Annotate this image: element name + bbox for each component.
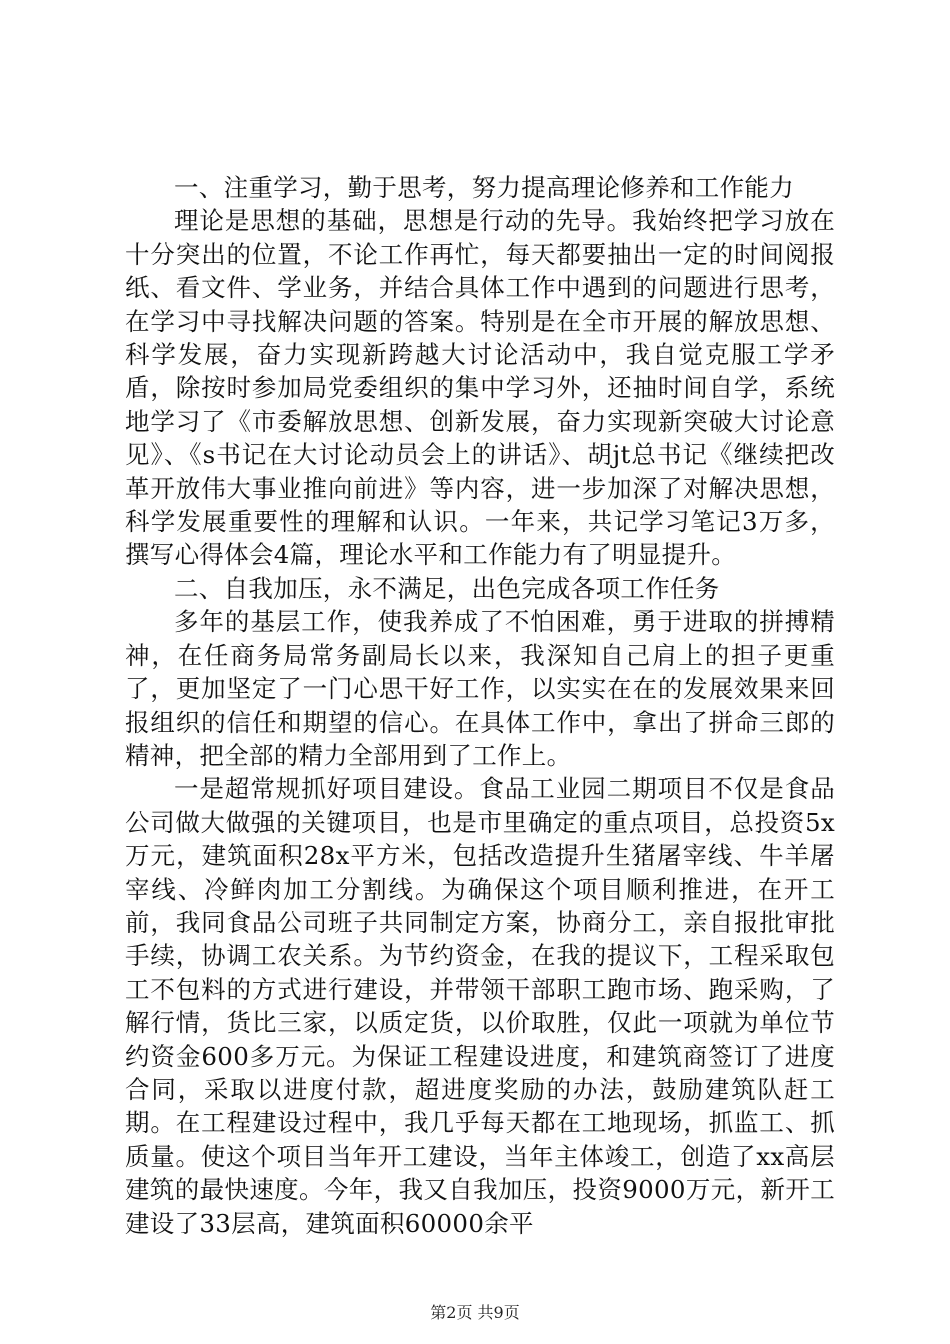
body-paragraph: 多年的基层工作，使我养成了不怕困难，勇于进取的拼搏精神，在任商务局常务副局长以来，我深知自己肩上的担子更重了，更加坚定了一门心思干好工作，以实实在在的发展效果来回报组织的信任和期望的信心。在具体工作中，拿出了拼命三郎的精神，把全部的精力全部用到了工作上。 [125, 607, 835, 770]
section-heading-2: 二、自我加压，永不满足，出色完成各项工作任务 [174, 573, 720, 603]
page-number-footer: 第2页 共9页 [430, 1303, 520, 1322]
body-paragraph: 一是超常规抓好项目建设。食品工业园二期项目不仅是食品公司做大做强的关键项目，也是市里确定的重点项目，总投资5x万元，建筑面积28x平方米，包括改造提升生猪屠宰线、牛羊屠宰线、冷鲜肉加工分割线。为确保这个项目顺利推进，在开工前，我同食品公司班子共同制定方案，协商分工，亲自报批审批手续，协调工农关系。为节约资金，在我的提议下，工程采取包工不包料的方式进行建设，并带领干部职工跑市场、跑采购，了解行情，货比三家，以质定货，以价取胜，仅此一项就为单位节约资金600多万元。为保证工程建设进度，和建筑商签订了进度合同，采取以进度付款，超进度奖励的办法，鼓励建筑队赶工期。在工程建设过程中，我几乎每天都在工地现场，抓监工、抓质量。使这个项目当年开工建设，当年主体竣工，创造了xx高层建筑的最快速度。今年，我又自我加压，投资9000万元，新开工建设了33层高，建筑面积60000余平 [125, 774, 835, 1238]
document-body [125, 171, 835, 1240]
section-heading-1: 一、注重学习，勤于思考，努力提高理论修养和工作能力 [174, 173, 794, 202]
body-paragraph: 理论是思想的基础，思想是行动的先导。我始终把学习放在十分突出的位置，不论工作再忙，每天都要抽出一定的时间阅报纸、看文件、学业务，并结合具体工作中遇到的问题进行思考，在学习中寻找解决问题的答案。特别是在全市开展的解放思想、科学发展，奋力实现新跨越大讨论活动中，我自觉克服工学矛盾，除按时参加局党委组织的集中学习外，还抽时间自学，系统地学习了《市委解放思想、创新发展，奋力实现新突破大讨论意见》、《s书记在大讨论动员会上的讲话》、胡jt总书记《继续把改革开放伟大事业推向前进》等内容，进一步加深了对解决思想，科学发展重要性的理解和认识。一年来，共记学习笔记3万多，撰写心得体会4篇，理论水平和工作能力有了明显提升。 [125, 206, 835, 570]
